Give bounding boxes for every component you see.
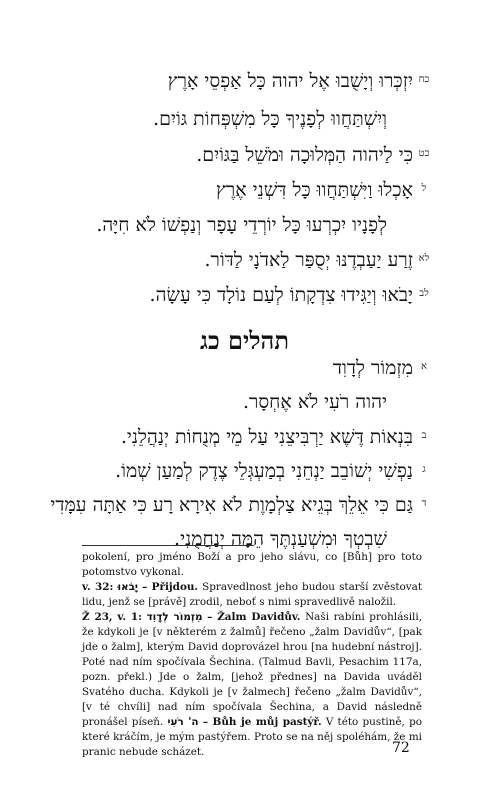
page-number: 72 bbox=[392, 740, 410, 756]
verse-number: לא bbox=[418, 253, 430, 264]
verse-text: זֶרַע יַעַבְדֶנּוּ יְסֻפַּר לַאדֹנָי לַדּוֹר. bbox=[204, 249, 413, 271]
note-paragraph: pokolení, pro jméno Boží a pro jeho slávu, co [Bůh] pro toto potomstvo vykonal. bbox=[82, 551, 422, 578]
verse-number: ל bbox=[421, 183, 427, 194]
note-reference: Ž 23, v. 1: bbox=[82, 611, 142, 623]
verse-number: א bbox=[420, 361, 427, 372]
note-headword: – Přijdou. bbox=[142, 581, 199, 593]
verse-line bbox=[45, 458, 435, 485]
verse-text: שִׁבְטְךָ וּמִשְׁעַנְתֶּךָ הֵמָּה יְנַחֲמֻנִי. bbox=[174, 528, 387, 550]
verse-line bbox=[45, 177, 435, 204]
verse-text: נַפְשִׁי יְשׁוֹבֵב יַנְחֵנִי בְמַעְגְּלֵי צֶדֶק לְמַעַן שְׁמוֹ. bbox=[115, 460, 413, 482]
verse-text: לְפָנָיו יִכְרְעוּ כָּל יוֹרְדֵי עָפָר וְנַפְשׁוֹ לֹא חִיָּה. bbox=[96, 214, 387, 236]
verse-line bbox=[45, 106, 435, 132]
verse-text: גַּם כִּי אֵלֵךְ בְּגֵיא צַלְמָוֶת לֹא אִירָא רָע כִּי אַתָּה עִמָּדִי bbox=[50, 494, 413, 516]
verse-line bbox=[45, 389, 435, 415]
note-headword: – Žalm Davidův. bbox=[207, 611, 301, 623]
verse-number: כט bbox=[418, 148, 430, 159]
verse-line bbox=[45, 247, 435, 274]
verse-line bbox=[45, 68, 435, 95]
verse-number: ב bbox=[421, 430, 427, 441]
verse-line bbox=[45, 526, 435, 552]
note-headword: – Bůh je můj pastýř. bbox=[202, 716, 322, 728]
verse-number: ד bbox=[421, 498, 427, 509]
verse-number: לב bbox=[419, 288, 429, 299]
verse-line bbox=[45, 424, 435, 451]
verse-line bbox=[45, 492, 435, 519]
verse-text: יִזְכְּרוּ וְיָשֻׁבוּ אֶל יהוה כָּל אַפְסֵי אָרֶץ bbox=[167, 70, 413, 92]
footnote-divider bbox=[82, 545, 254, 546]
verse-text: אָכְלוּ וַיִּשְׁתַּחֲווּ כָּל דִּשְׁנֵי אֶרֶץ bbox=[215, 179, 413, 201]
hebrew-lemma: ה' רֹעִי bbox=[167, 716, 199, 728]
verse-text: בִּנְאוֹת דֶּשֶׁא יַרְבִּיצֵנִי עַל מֵי מְנֻחוֹת יְנַהֲלֵנִי. bbox=[120, 426, 413, 448]
note-text: Spravedlnost jeho budou starší zvěstovat lidu, jenž se [právě] zrodil, neboť s nimi spravedlivě naložil. bbox=[82, 581, 422, 608]
note-text: V této pustině, po které kráčím, je mým pastýřem. Proto se na něj spoléhám, že mi pranic nebude scházet. bbox=[82, 716, 422, 758]
verse-text: יָבֹאוּ וְיַגִּידוּ צִדְקָתוֹ לְעַם נוֹלָד כִּי עָשָׂה. bbox=[149, 284, 413, 306]
note-paragraph bbox=[82, 610, 422, 760]
commentary bbox=[82, 550, 422, 760]
verse-text: מִזְמוֹר לְדָוִד bbox=[332, 357, 413, 379]
note-reference: v. 32: bbox=[82, 581, 114, 593]
hebrew-lemma: מִזְמוֹר לְדָוִד bbox=[146, 611, 203, 623]
verse-line bbox=[45, 212, 435, 238]
note-paragraph bbox=[82, 580, 422, 610]
verse-text: כִּי לַיהוה הַמְּלוּכָה וּמֹשֵׁל בַּגּוֹיִם. bbox=[196, 144, 413, 166]
note-text: Naši rabíni prohlásili, že kdykoli je [v některém z žalmů] řečeno „žalm Davidův“, [pak jde o žalm], kterým David doprovázel hrou [na hudební nástroj]. Poté nad ním spočívala Šechina. (Talmud Bavli, Pesachim 117a, pozn. překl.) Jde o žalm, [jehož přednes] na Davida uváděl Svatého ducha. Kdykoli je [v žalmech] řečeno „žalm Davidův“, [v té chvíli] nad ním spočívala Šechina, a David následně pronášel píseň. bbox=[82, 611, 422, 728]
verse-number: כח bbox=[418, 74, 430, 85]
psalm-title: תהלים כג bbox=[200, 326, 289, 355]
verse-line bbox=[45, 355, 435, 382]
verse-text: וְיִשְׁתַּחֲווּ לְפָנֶיךָ כָּל מִשְׁפְּחוֹת גּוֹיִם. bbox=[153, 108, 387, 130]
verse-line bbox=[45, 142, 435, 169]
hebrew-lemma: יָבֹאוּ bbox=[117, 581, 138, 593]
verse-line bbox=[45, 282, 435, 309]
verse-text: יהוה רֹעִי לֹא אֶחְסָר. bbox=[242, 391, 387, 413]
verse-number: ג bbox=[422, 464, 426, 475]
